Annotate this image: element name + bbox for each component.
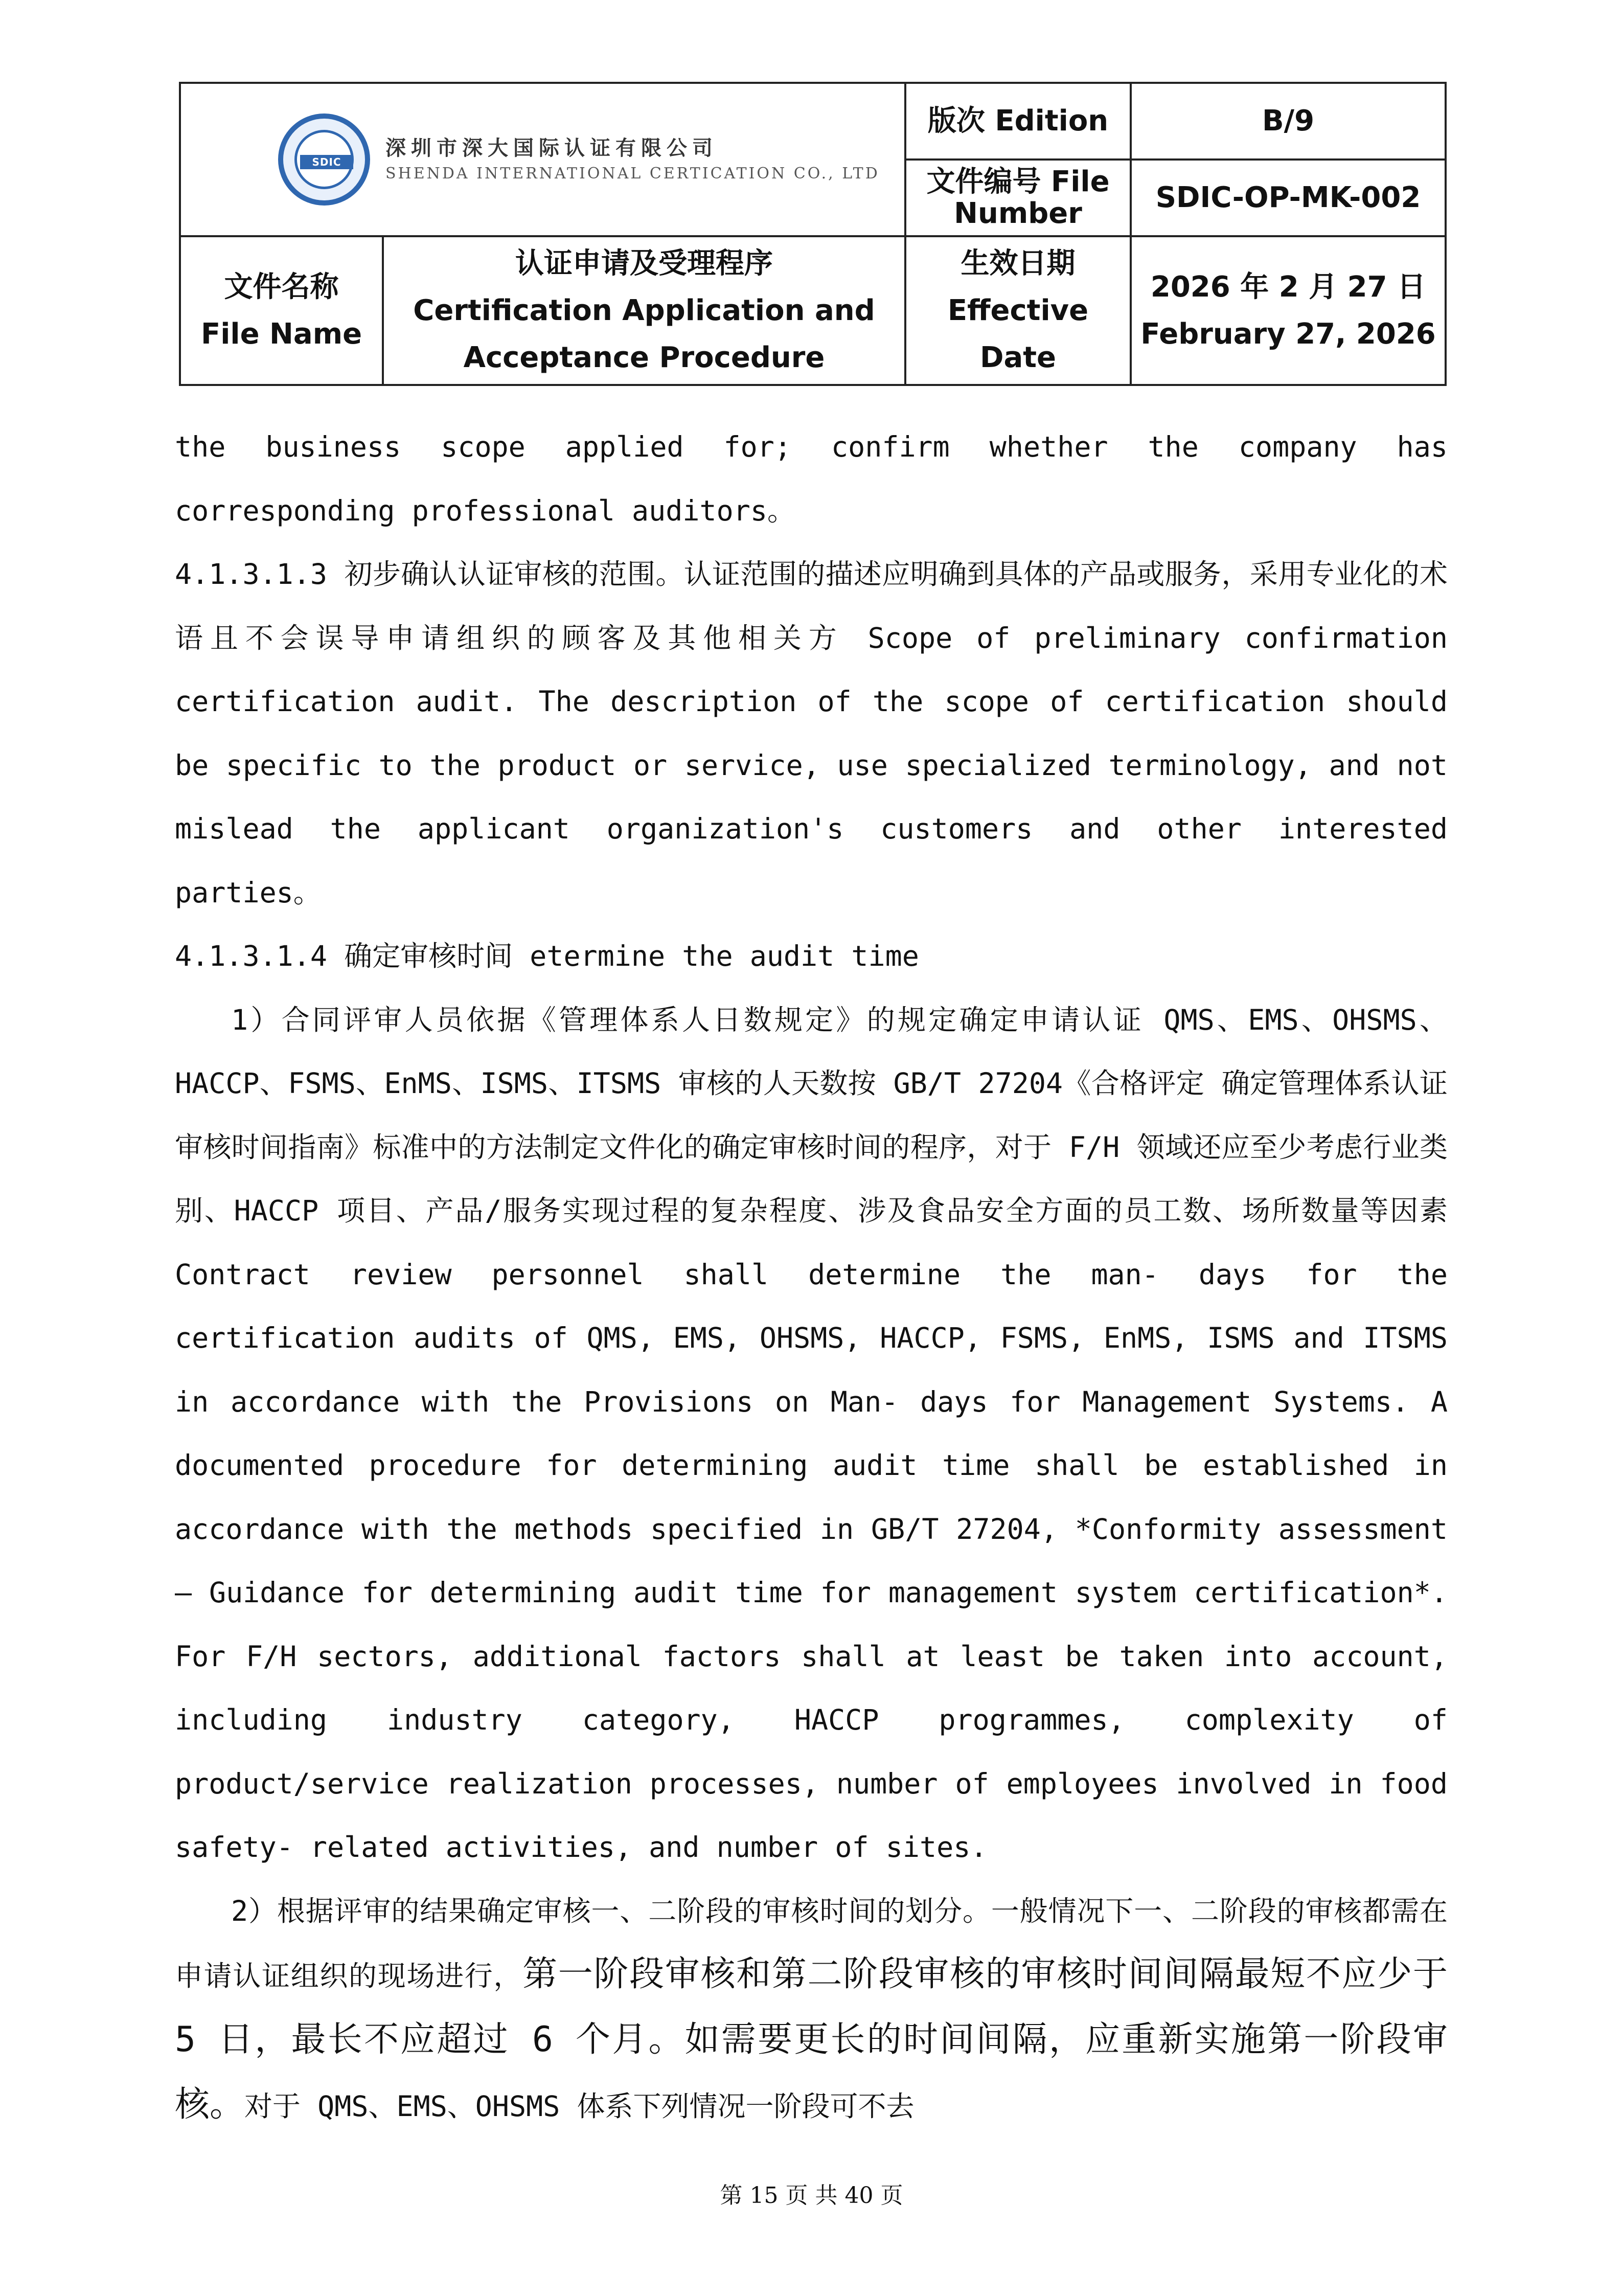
file-name-cn: 认证申请及受理程序: [515, 246, 773, 280]
document-body: [175, 415, 1448, 2139]
company-name-cn: 深圳市深大国际认证有限公司: [385, 137, 718, 160]
company-logo-cell: [181, 84, 906, 237]
effective-date-label-cell: [906, 237, 1132, 384]
paragraph-4-1-3-1-3: 4.1.3.1.3 初步确认认证审核的范围。认证范围的描述应明确到具体的产品或服务，采用专业化的术语且不会误导申请组织的顾客及其他相关方 Scope of preliminary confirmation certification audit. The description of the scope of certification should be specific to the product or service, use specialized terminology, and not mislead the applicant organization's customers and other interested parties。: [175, 558, 1448, 909]
paragraph-item-1-audit-time: 1）合同评审人员依据《管理体系人日数规定》的规定确定申请认证 QMS、EMS、OHSMS、HACCP、FSMS、EnMS、ISMS、ITSMS 审核的人天数按 GB/T 27204《合格评定 确定管理体系认证审核时间指南》标准中的方法制定文件化的确定审核时间的程序，对于 F/H 领域还应至少考虑行业类别、HACCP 项目、产品/服务实现过程的复杂程度、涉及食品安全方面的员工数、场所数量等因素 Contract review personnel shall determine the man- days for the certification audits of QMS, EMS, OHSMS, HACCP, FSMS, EnMS, ISMS and ITSMS in accordance with the Provisions on Man- days for Management Systems. A documented procedure for determining audit time shall be established in accordance with the methods specified in GB/T 27204, *Conformity assessment — Guidance for determining audit time for management system certification*. For F/H sectors, additional factors shall at least be taken into account, including industry category, HACCP programmes, complexity of product/service realization processes, number of employees involved in food safety- related activities, and number of sites.: [175, 1003, 1448, 1863]
file-number-label-en: Number: [954, 197, 1082, 230]
effective-date-en: February 27, 2026: [1140, 317, 1436, 351]
effective-label-en-line2: Date: [979, 340, 1057, 374]
file-number-value: SDIC-OP-MK-002: [1155, 181, 1421, 214]
file-name-label-cn: 文件名称: [224, 270, 339, 304]
paragraph-item-2-part-c: 对于 QMS、EMS、OHSMS 体系下列情况一阶段可不去: [244, 2090, 915, 2123]
file-number-value-cell: [1132, 161, 1445, 237]
paragraph-item-2-stage-division: [175, 1879, 1448, 2139]
paragraph-business-scope: the business scope applied for; confirm whether the company has corresponding professional auditors。: [175, 430, 1448, 527]
paragraph-4-1-3-1-4: 4.1.3.1.4 确定审核时间 etermine the audit time: [175, 940, 919, 972]
effective-date-value-cell: [1132, 237, 1445, 384]
paragraph-item-2-part-b: 第一阶段审核和第二阶段审核的审核时间间隔最短不应少于 5 日，最长不应超过 6 个月。如需要更长的时间间隔，应重新实施第一阶段审核。: [175, 1954, 1448, 2125]
effective-date-cn: 2026 年 2 月 27 日: [1150, 270, 1426, 304]
effective-label-en-line1: Effective: [947, 293, 1089, 327]
file-name-en-line2: Acceptance Procedure: [463, 340, 825, 374]
file-name-label-en: File Name: [200, 317, 362, 351]
page-number-footer: 第 15 页 共 40 页: [720, 2183, 903, 2209]
file-name-label-cell: [181, 237, 384, 384]
file-name-value-cell: [384, 237, 906, 384]
file-number-label-cell: [906, 161, 1132, 237]
company-logo-icon: [278, 113, 370, 206]
file-name-en-line1: Certification Application and: [413, 293, 875, 327]
logo-band-text: SDIC: [300, 155, 353, 169]
edition-value: B/9: [1262, 104, 1315, 138]
header-table: [179, 82, 1447, 386]
file-number-label-cn: 文件编号 File: [926, 165, 1110, 198]
effective-label-cn: 生效日期: [961, 246, 1076, 280]
edition-label: 版次 Edition: [927, 104, 1109, 138]
company-name-en: SHENDA INTERNATIONAL CERTICATION CO., LTD: [385, 165, 880, 183]
edition-label-cell: [906, 84, 1132, 161]
edition-value-cell: [1132, 84, 1445, 161]
paragraph-item-2-part-a: 2）根据评审的结果确定审核一、二阶段的审核时间的划分。一般情况下一、二阶段的审核都需在申请认证组织的现场进行，: [175, 1894, 1448, 1992]
